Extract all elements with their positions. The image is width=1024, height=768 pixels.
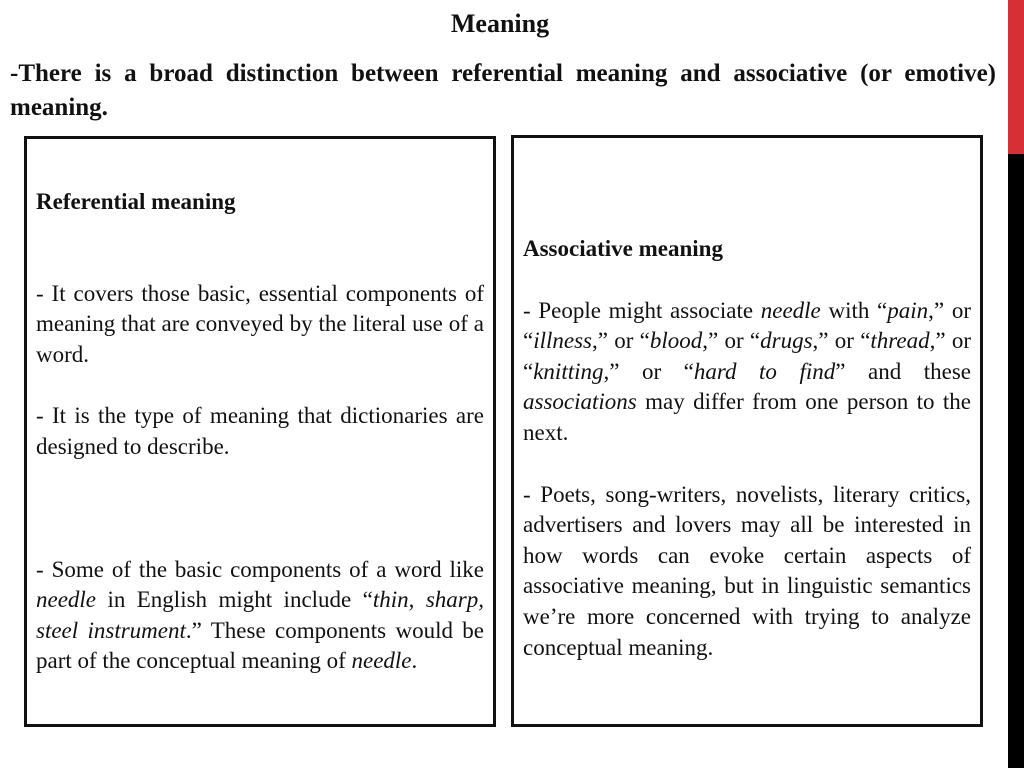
italic-term: knitting — [533, 358, 604, 384]
italic-term: needle — [351, 648, 412, 674]
text-run: - People might associate — [523, 297, 761, 323]
text-run: in English might include “ — [96, 587, 373, 613]
text-run: ,” or “ — [603, 358, 694, 384]
italic-term: thin, sharp, steel instrument — [36, 587, 484, 643]
italic-term: associations — [523, 389, 637, 415]
associative-point-1 — [523, 296, 971, 449]
associative-heading: Associative meaning — [523, 236, 723, 261]
text-run: ,” or “ — [523, 297, 971, 354]
associative-point-2: - Poets, song-writers, novelists, literary critics, advertisers and lovers may all be interested in how words can evoke certain aspects of associative meaning, but in linguistic semantics we’re more concerned with trying to analyze conceptual meaning. — [523, 481, 971, 660]
intro-statement: -There is a broad distinction between referential meaning and associative (or emotive) meaning. — [10, 60, 996, 121]
italic-term: drugs — [760, 328, 813, 354]
referential-meaning-box — [24, 136, 496, 727]
referential-heading: Referential meaning — [36, 189, 236, 214]
italic-term: hard to find — [693, 358, 836, 384]
text-run: with “ — [820, 297, 888, 323]
text-run: .” These components would be part of the conceptual meaning of — [36, 617, 484, 674]
text-run: ,” or “ — [592, 328, 650, 354]
accent-bar-red — [1008, 0, 1024, 154]
associative-meaning-box — [511, 135, 983, 727]
italic-term: thread — [870, 328, 930, 354]
text-run: ,” or “ — [523, 328, 972, 384]
referential-content — [36, 187, 484, 677]
text-run: may differ from one person to the next. — [523, 389, 971, 445]
text-run: - Some of the basic components of a word like — [36, 556, 484, 582]
associative-content — [523, 234, 971, 663]
text-run: ” and these — [835, 358, 971, 384]
slide-title: Meaning — [450, 9, 550, 38]
text-run: ,” or “ — [812, 328, 871, 354]
accent-bar-black — [1008, 154, 1024, 768]
text-run: ,” or “ — [702, 328, 761, 354]
italic-term: illness — [533, 328, 592, 354]
referential-point-2: - It is the type of meaning that dictionaries are designed to describe. — [36, 403, 484, 459]
referential-point-3 — [36, 555, 484, 677]
italic-term: needle — [760, 297, 821, 323]
text-run: . — [411, 648, 418, 674]
italic-term: needle — [36, 587, 97, 613]
italic-term: pain — [887, 297, 929, 323]
italic-term: blood — [649, 328, 703, 354]
referential-point-1: - It covers those basic, essential components of meaning that are conveyed by the literal use of a word. — [36, 280, 484, 367]
